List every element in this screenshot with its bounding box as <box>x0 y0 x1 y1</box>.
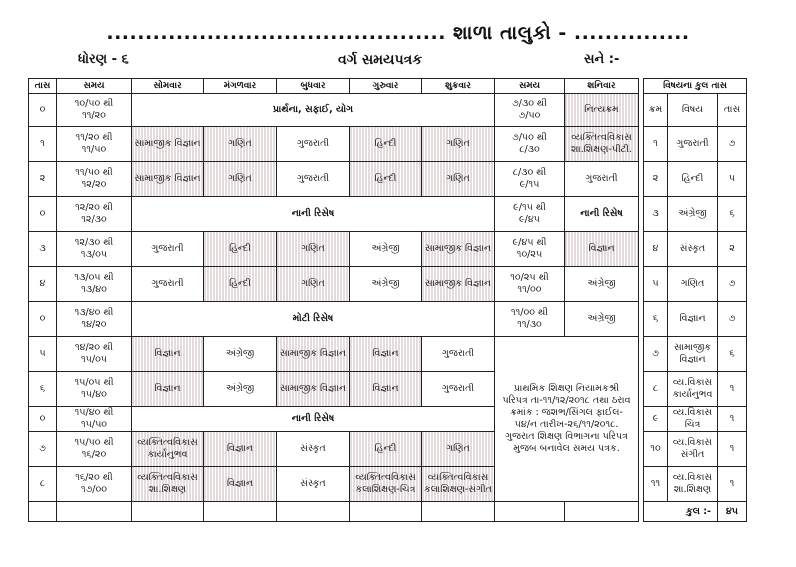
empty-cell <box>277 502 350 522</box>
subject-cell: સંસ્કૃત <box>277 432 350 467</box>
subject-cell: ગણિત <box>204 162 277 197</box>
summary-subject: વ્ય.વિકાસ ચિત્ર <box>668 407 718 432</box>
period-time: ૧૪/૨૦ થી ૧૫/૦૫ <box>57 337 132 372</box>
empty-cell <box>29 502 57 522</box>
table-row <box>29 407 747 432</box>
school-title: ............................................ શાળા તાલુકો - ............... <box>106 22 690 44</box>
empty-cell <box>495 502 565 522</box>
summary-count: ૧ <box>718 467 747 502</box>
table-row <box>29 197 747 232</box>
saturday-cell: અંગ્રેજી <box>565 302 639 337</box>
period-time: ૧૨/૩૦ થી ૧૩/૦૫ <box>57 232 132 267</box>
period-number: ૬ <box>29 372 57 407</box>
period-number: ૦ <box>29 197 57 232</box>
summary-number: ૧ <box>644 127 668 162</box>
summary-count: ૧ <box>718 372 747 407</box>
subject-cell: હિન્દી <box>350 432 422 467</box>
subject-cell: અંગ્રેજી <box>350 232 422 267</box>
summary-number: ૭ <box>644 337 668 372</box>
footer-row <box>29 502 747 522</box>
subject-cell: હિન્દી <box>350 127 422 162</box>
table-row <box>29 127 747 162</box>
period-number: ૩ <box>29 232 57 267</box>
table-row <box>29 94 747 127</box>
summary-subject: વ્ય.વિકાસ શા.શિક્ષણ <box>668 467 718 502</box>
summary-number: ૮ <box>644 372 668 407</box>
summary-number: ૩ <box>644 197 668 232</box>
summary-heading: વિષયના કુલ તાસ <box>644 79 747 94</box>
table-row <box>29 372 747 407</box>
col-saturday: શનિવાર <box>565 79 639 94</box>
saturday-cell: નિત્યક્રમ <box>565 94 639 127</box>
col-day: સોમવાર <box>132 79 204 94</box>
saturday-time: ૭/૩૦ થી ૭/૫૦ <box>495 94 565 127</box>
period-number: ૧ <box>29 127 57 162</box>
saturday-time: ૮/૩૦ થી ૯/૧૫ <box>495 162 565 197</box>
saturday-cell: વિજ્ઞાન <box>565 232 639 267</box>
empty-cell <box>422 502 495 522</box>
summary-subject: વ્ય.વિકાસ કાર્યાનુભવ <box>668 372 718 407</box>
period-time: ૧૬/૨૦ થી ૧૭/૦૦ <box>57 467 132 502</box>
subject-cell: વિજ્ઞાન <box>204 467 277 502</box>
summary-number: ૨ <box>644 162 668 197</box>
subject-cell: ગણિત <box>422 162 495 197</box>
summary-number: ૧૦ <box>644 432 668 467</box>
summary-count: ૭ <box>718 302 747 337</box>
summary-count: ૧ <box>718 407 747 432</box>
subject-cell: સામાજીક વિજ્ઞાન <box>422 267 495 302</box>
period-time: ૧૫/૫૦ થી ૧૬/૨૦ <box>57 432 132 467</box>
summary-count: ૬ <box>718 197 747 232</box>
summary-subject: વ્ય.વિકાસ સંગીત <box>668 432 718 467</box>
period-number: ૮ <box>29 467 57 502</box>
col-day: શુક્રવાર <box>422 79 495 94</box>
subject-cell: સામાજીક વિજ્ઞાન <box>132 162 204 197</box>
subject-cell: વિજ્ઞાન <box>132 337 204 372</box>
subject-cell: ગુજરાતી <box>422 337 495 372</box>
table-row <box>29 267 747 302</box>
summary-subject: ગુજરાતી <box>668 127 718 162</box>
subject-cell: ગણિત <box>422 432 495 467</box>
subject-cell: હિન્દી <box>204 232 277 267</box>
period-time: ૧૦/૫૦ થી ૧૧/૨૦ <box>57 94 132 127</box>
period-time: ૧૨/૨૦ થી ૧૨/૩૦ <box>57 197 132 232</box>
subject-cell: હિન્દી <box>204 267 277 302</box>
table-row <box>29 162 747 197</box>
subject-cell: ગણિત <box>204 127 277 162</box>
table-row <box>29 232 747 267</box>
period-number: ૦ <box>29 94 57 127</box>
subject-cell: ગણિત <box>277 267 350 302</box>
subject-cell: વ્યક્તિત્વવિકાસ કાર્યાનુભવ <box>132 432 204 467</box>
summary-col-head: તાસ <box>718 94 747 127</box>
subject-cell: ગુજરાતી <box>132 267 204 302</box>
merged-cell: પ્રાર્થના, સફાઈ, યોગ <box>132 94 495 127</box>
subject-cell: વિજ્ઞાન <box>350 372 422 407</box>
summary-number: ૫ <box>644 267 668 302</box>
empty-cell <box>350 502 422 522</box>
col-time-saturday: સમય <box>495 79 565 94</box>
subject-cell: અંગ્રેજી <box>204 337 277 372</box>
summary-count: ૨ <box>718 232 747 267</box>
period-number: ૫ <box>29 337 57 372</box>
timetable-heading: વર્ગ સમયપત્રક <box>338 52 423 68</box>
merged-cell: મોટી રિસેષ <box>132 302 495 337</box>
summary-number: ૯ <box>644 407 668 432</box>
subject-cell: ગુજરાતી <box>277 162 350 197</box>
header-row <box>29 79 747 94</box>
subject-cell: ગુજરાતી <box>132 232 204 267</box>
summary-subject: સામાજીક વિજ્ઞાન <box>668 337 718 372</box>
col-day: ગુરુવાર <box>350 79 422 94</box>
col-time: સમય <box>57 79 132 94</box>
subject-cell: વિજ્ઞાન <box>350 337 422 372</box>
summary-col-head: ક્રમ <box>644 94 668 127</box>
summary-count: ૬ <box>718 337 747 372</box>
subject-cell: વ્યક્તિત્વવિકાસ કલાશિક્ષણ-સંગીત <box>422 467 495 502</box>
saturday-cell: વ્યક્તિત્વવિકાસ શા.શિક્ષણ-પીટી. <box>565 127 639 162</box>
merged-cell: નાની રિસેષ <box>132 197 495 232</box>
circular-note: પ્રાથમિક શિક્ષણ નિયામકશ્રી પરિપત્ર તા-૧૧/૧૨/૨૦૧૮ તથા ઠરાવ ક્રમાંક : જશભ/સિંગલ ફાઈલ- ૫૪/ન તારીખ-૨૬/૧૧/૨૦૧૮. ગુજરાત શિક્ષણ વિભાગના પરિપત્ર મુજબ બનાવેલ સમય પત્રક. <box>495 337 639 502</box>
period-number: ૦ <box>29 407 57 432</box>
table-row <box>29 432 747 467</box>
summary-total-label: કુલ :- <box>644 502 718 522</box>
period-number: ૦ <box>29 302 57 337</box>
saturday-cell: નાની રિસેષ <box>565 197 639 232</box>
saturday-cell: અંગ્રેજી <box>565 267 639 302</box>
subject-cell: વ્યક્તિત્વવિકાસ કલાશિક્ષણ-ચિત્ર <box>350 467 422 502</box>
subject-cell: ગુજરાતી <box>422 372 495 407</box>
saturday-time: ૯/૪૫ થી ૧૦/૨૫ <box>495 232 565 267</box>
empty-cell <box>132 502 204 522</box>
timetable <box>28 78 747 522</box>
summary-count: ૭ <box>718 267 747 302</box>
period-time: ૧૧/૨૦ થી ૧૧/૫૦ <box>57 127 132 162</box>
empty-cell <box>204 502 277 522</box>
saturday-cell: ગુજરાતી <box>565 162 639 197</box>
col-day: મંગળવાર <box>204 79 277 94</box>
summary-subject: અંગ્રેજી <box>668 197 718 232</box>
summary-subject: હિન્દી <box>668 162 718 197</box>
summary-col-head: વિષય <box>668 94 718 127</box>
col-day: બુધવાર <box>277 79 350 94</box>
summary-number: ૬ <box>644 302 668 337</box>
subject-cell: ગણિત <box>422 127 495 162</box>
empty-cell <box>565 502 639 522</box>
summary-total: ૪૫ <box>718 502 747 522</box>
merged-cell: નાની રિસેષ <box>132 407 495 432</box>
summary-count: ૧ <box>718 432 747 467</box>
subject-cell: સામાજીક વિજ્ઞાન <box>132 127 204 162</box>
table-row <box>29 337 747 372</box>
year-label: સને :- <box>584 52 620 67</box>
standard-label: ધોરણ - ૬ <box>78 52 129 67</box>
subject-cell: સામાજીક વિજ્ઞાન <box>277 372 350 407</box>
period-time: ૧૩/૪૦ થી ૧૪/૨૦ <box>57 302 132 337</box>
subject-cell: અંગ્રેજી <box>350 267 422 302</box>
period-time: ૧૫/૦૫ થી ૧૫/૪૦ <box>57 372 132 407</box>
summary-subject: સંસ્કૃત <box>668 232 718 267</box>
period-number: ૪ <box>29 267 57 302</box>
subject-cell: ગણિત <box>277 232 350 267</box>
period-number: ૨ <box>29 162 57 197</box>
subject-cell: વિજ્ઞાન <box>132 372 204 407</box>
saturday-time: ૭/૫૦ થી ૮/૩૦ <box>495 127 565 162</box>
table-row <box>29 467 747 502</box>
subject-cell: ગુજરાતી <box>277 127 350 162</box>
summary-number: ૧૧ <box>644 467 668 502</box>
summary-subject: વિજ્ઞાન <box>668 302 718 337</box>
header-row <box>0 52 796 70</box>
subject-cell: સામાજીક વિજ્ઞાન <box>277 337 350 372</box>
summary-count: ૭ <box>718 127 747 162</box>
subject-cell: વ્યક્તિત્વવિકાસ શા.શિક્ષણ <box>132 467 204 502</box>
subject-cell: સંસ્કૃત <box>277 467 350 502</box>
summary-subject: ગણિત <box>668 267 718 302</box>
period-time: ૧૫/૪૦ થી ૧૫/૫૦ <box>57 407 132 432</box>
saturday-time: ૧૦/૨૫ થી ૧૧/૦૦ <box>495 267 565 302</box>
saturday-time: ૯/૧૫ થી ૯/૪૫ <box>495 197 565 232</box>
subject-cell: અંગ્રેજી <box>204 372 277 407</box>
summary-count: ૫ <box>718 162 747 197</box>
summary-number: ૪ <box>644 232 668 267</box>
period-time: ૧૧/૫૦ થી ૧૨/૨૦ <box>57 162 132 197</box>
empty-cell <box>57 502 132 522</box>
period-number: ૭ <box>29 432 57 467</box>
subject-cell: સામાજીક વિજ્ઞાન <box>422 232 495 267</box>
col-period: તાસ <box>29 79 57 94</box>
table-row <box>29 302 747 337</box>
period-time: ૧૩/૦૫ થી ૧૩/૪૦ <box>57 267 132 302</box>
subject-cell: હિન્દી <box>350 162 422 197</box>
saturday-time: ૧૧/૦૦ થી ૧૧/૩૦ <box>495 302 565 337</box>
subject-cell: વિજ્ઞાન <box>204 432 277 467</box>
